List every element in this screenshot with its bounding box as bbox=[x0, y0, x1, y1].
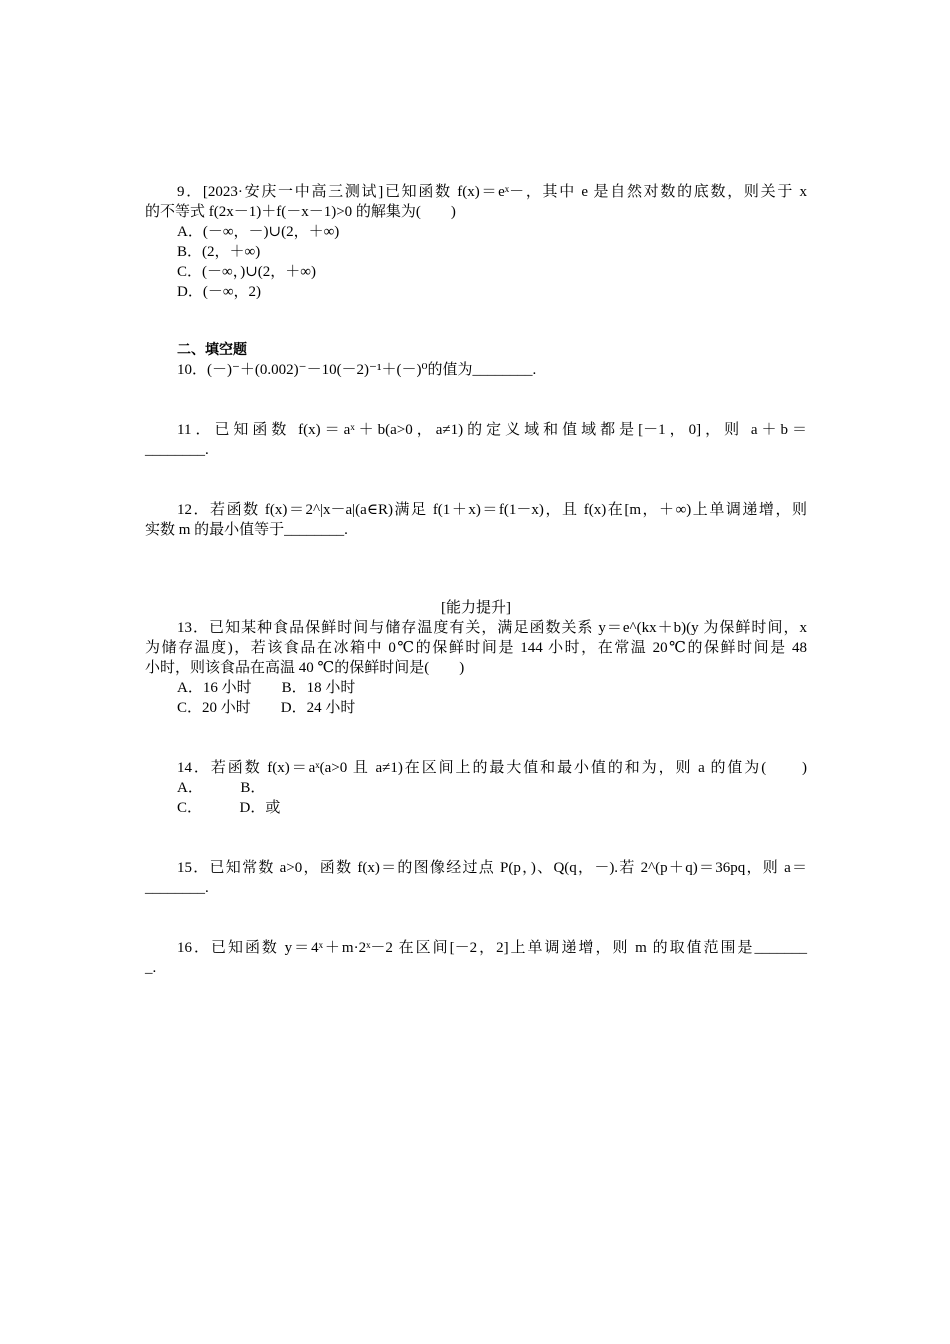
q13-options-row-2: C．20 小时 D．24 小时 bbox=[177, 700, 356, 716]
q11-line-2: ________. bbox=[145, 442, 209, 458]
q14-options-row-1: A． B． bbox=[177, 780, 266, 796]
q12-line-1: 12．若函数 f(x)＝2^|x－a|(a∈R)满足 f(1＋x)＝f(1－x)，且 f(x)在[m，＋∞)上单调递增，则 bbox=[177, 502, 807, 518]
q9-option-c: C．(－∞，)∪(2，＋∞) bbox=[177, 264, 316, 280]
question-13 bbox=[145, 618, 807, 718]
q9-line-2: 的不等式 f(2x－1)＋f(－x－1)>0 的解集为( ) bbox=[145, 204, 456, 220]
q9-option-a: A．(－∞，－)∪(2，＋∞) bbox=[177, 224, 340, 240]
q16-line-2: _. bbox=[145, 960, 157, 976]
q15-line-2: ________. bbox=[145, 880, 209, 896]
q13-line-3: 小时，则该食品在高温 40 ℃的保鲜时间是( ) bbox=[145, 660, 465, 676]
question-9 bbox=[145, 182, 807, 302]
q9-option-d: D．(－∞，2) bbox=[177, 284, 262, 300]
q16-line-1: 16．已知函数 y＝4ˣ＋m·2ˣ－2 在区间[－2，2]上单调递增，则 m 的取值范围是_______ bbox=[177, 940, 807, 956]
q9-option-b: B．(2，＋∞) bbox=[177, 244, 261, 260]
q14-line-1: 14．若函数 f(x)＝aˣ(a>0 且 a≠1)在区间上的最大值和最小值的和为，则 a 的值为( ) bbox=[177, 760, 807, 776]
question-10: 10．(－)⁻＋(0.002)⁻－10(－2)⁻¹＋(－)⁰的值为________. bbox=[177, 362, 537, 378]
q11-line-1: 11．已知函数 f(x)＝aˣ＋b(a>0，a≠1)的定义域和值域都是[－1，0]，则 a＋b＝ bbox=[177, 422, 807, 438]
question-15 bbox=[145, 858, 807, 898]
section-heading-ability: [能力提升] bbox=[441, 600, 511, 616]
q13-options-row-1: A．16 小时 B．18 小时 bbox=[177, 680, 356, 696]
q14-options-row-2: C． D．或 bbox=[177, 800, 281, 816]
q13-line-2: 为储存温度)，若该食品在冰箱中 0℃的保鲜时间是 144 小时，在常温 20℃的保鲜时间是 48 bbox=[145, 640, 807, 656]
q15-line-1: 15．已知常数 a>0，函数 f(x)＝的图像经过点 P(p，)、Q(q，－).若 2^(p＋q)＝36pq，则 a＝ bbox=[177, 860, 807, 876]
q13-line-1: 13．已知某种食品保鲜时间与储存温度有关，满足函数关系 y＝e^(kx＋b)(y 为保鲜时间，x bbox=[177, 620, 807, 636]
q9-line-1: 9．[2023·安庆一中高三测试]已知函数 f(x)＝eˣ－，其中 e 是自然对数的底数，则关于 x bbox=[177, 184, 807, 200]
question-14 bbox=[145, 758, 807, 818]
q12-line-2: 实数 m 的最小值等于________. bbox=[145, 522, 348, 538]
question-16 bbox=[145, 938, 807, 978]
question-12 bbox=[145, 500, 807, 540]
worksheet-content bbox=[145, 182, 807, 978]
question-11 bbox=[145, 420, 807, 460]
section-heading-fill-in: 二、填空题 bbox=[177, 342, 247, 358]
